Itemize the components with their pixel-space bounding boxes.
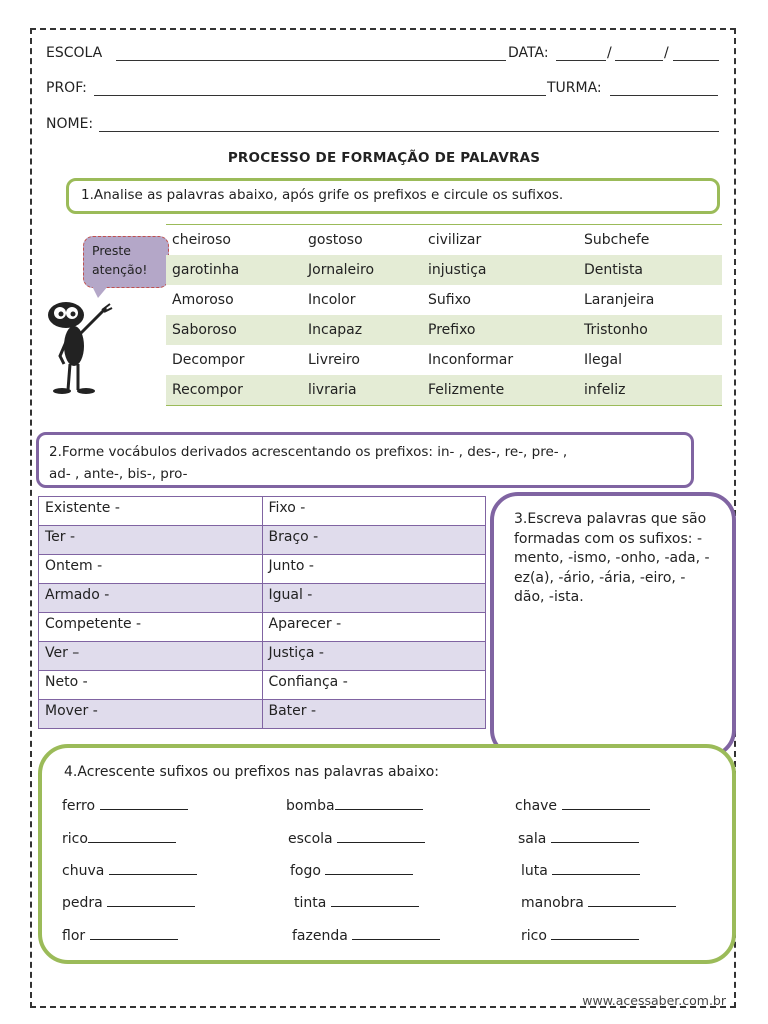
table-cell[interactable]: Incolor (308, 292, 356, 308)
class-label: TURMA: (547, 80, 602, 96)
table-row (39, 497, 486, 526)
table-row (39, 584, 486, 613)
table-cell[interactable]: Bater - (262, 700, 486, 729)
table-cell[interactable]: Laranjeira (584, 292, 655, 308)
answer-line[interactable] (552, 860, 640, 875)
fill-item[interactable] (290, 860, 413, 879)
date-month-line[interactable] (615, 60, 663, 61)
table-cell[interactable]: Felizmente (422, 375, 578, 406)
fill-word: bomba (286, 798, 335, 814)
table-cell[interactable]: Ontem - (39, 555, 263, 584)
exercise1-instruction: 1.Analise as palavras abaixo, após grife os prefixos e circule os sufixos. (81, 187, 564, 203)
exercise2-instruction-line: 2.Forme vocábulos derivados acrescentando os prefixos: in- , des-, re-, pre- , (49, 444, 568, 460)
table-row (39, 642, 486, 671)
table-cell[interactable]: Sufixo (428, 292, 471, 308)
date-day-line[interactable] (556, 60, 606, 61)
table-row (166, 255, 722, 285)
table-cell[interactable]: infeliz (578, 375, 722, 406)
fill-word: manobra (521, 895, 584, 911)
answer-line[interactable] (337, 828, 425, 843)
table-cell[interactable]: Livreiro (308, 352, 360, 368)
mascot-icon (40, 298, 120, 398)
date-year-line[interactable] (673, 60, 719, 61)
fill-item[interactable] (292, 925, 440, 944)
table-cell[interactable]: injustiça (422, 255, 578, 285)
table-cell[interactable]: Incapaz (302, 315, 422, 345)
fill-item[interactable] (521, 925, 639, 944)
exercise3-box[interactable] (490, 492, 736, 758)
table-cell[interactable]: Inconformar (428, 352, 514, 368)
school-label: ESCOLA (46, 45, 103, 61)
date-label: DATA: (508, 45, 549, 61)
exercise1-word-table (166, 224, 722, 406)
table-cell[interactable]: livraria (302, 375, 422, 406)
fill-item[interactable] (521, 892, 676, 911)
fill-word: escola (288, 831, 333, 847)
bubble-line: atenção! (92, 261, 148, 277)
table-cell[interactable]: Ilegal (584, 352, 622, 368)
table-cell[interactable]: Igual - (262, 584, 486, 613)
exercise2-prefix-table (38, 496, 486, 729)
school-line[interactable] (116, 60, 506, 61)
fill-item[interactable] (294, 892, 419, 911)
table-cell[interactable]: Braço - (262, 526, 486, 555)
fill-item[interactable] (515, 795, 650, 814)
page-title: PROCESSO DE FORMAÇÃO DE PALAVRAS (227, 150, 541, 166)
table-cell[interactable]: Confiança - (262, 671, 486, 700)
class-line[interactable] (610, 95, 718, 96)
table-row (166, 225, 722, 256)
answer-line[interactable] (588, 892, 676, 907)
answer-line[interactable] (551, 925, 639, 940)
table-cell[interactable]: cheiroso (166, 225, 302, 256)
bubble-line: Preste (92, 243, 131, 258)
table-cell[interactable]: gostoso (302, 225, 422, 256)
table-cell[interactable]: Justiça - (262, 642, 486, 671)
date-slash: / (664, 45, 669, 61)
fill-item[interactable] (62, 860, 197, 879)
fill-word: ferro (62, 798, 96, 814)
exercise2-instruction-box (36, 432, 694, 488)
fill-word: rico (62, 831, 88, 847)
answer-line[interactable] (90, 925, 178, 940)
fill-item[interactable] (62, 925, 178, 944)
fill-item[interactable] (518, 828, 639, 847)
answer-line[interactable] (331, 892, 419, 907)
answer-line[interactable] (100, 795, 188, 810)
fill-word: fogo (290, 863, 321, 879)
table-cell[interactable]: Junto - (262, 555, 486, 584)
table-cell[interactable]: Subchefe (578, 225, 722, 256)
name-label: NOME: (46, 116, 94, 132)
fill-word: chuva (62, 863, 105, 879)
footer-url[interactable]: www.acessaber.com.br (582, 993, 726, 1008)
answer-line[interactable] (335, 795, 423, 810)
table-cell[interactable]: Prefixo (422, 315, 578, 345)
table-row (166, 345, 722, 375)
fill-word: chave (515, 798, 558, 814)
exercise1-instruction-box (66, 178, 720, 214)
table-row (39, 555, 486, 584)
teacher-label: PROF: (46, 80, 87, 96)
answer-line[interactable] (551, 828, 639, 843)
table-cell[interactable]: Neto - (39, 671, 263, 700)
table-cell[interactable]: Tristonho (578, 315, 722, 345)
fill-word: luta (521, 863, 548, 879)
fill-item[interactable] (62, 795, 188, 814)
fill-item[interactable] (62, 892, 195, 911)
table-cell[interactable]: Saboroso (166, 315, 302, 345)
fill-item[interactable] (521, 860, 640, 879)
table-cell[interactable]: Mover - (39, 700, 263, 729)
speech-bubble-tail (92, 286, 108, 298)
fill-word: pedra (62, 895, 103, 911)
answer-line[interactable] (562, 795, 650, 810)
fill-item[interactable] (288, 828, 425, 847)
table-cell[interactable]: Jornaleiro (302, 255, 422, 285)
exercise4-instruction: 4.Acrescente sufixos ou prefixos nas palavras abaixo: (64, 764, 440, 780)
exercise2-instruction-line: ad- , ante-, bis-, pro- (49, 465, 188, 482)
teacher-line[interactable] (94, 95, 546, 96)
table-cell[interactable]: Competente - (39, 613, 263, 642)
fill-word: sala (518, 831, 547, 847)
answer-line[interactable] (107, 892, 195, 907)
fill-item[interactable] (286, 795, 423, 814)
fill-word: tinta (294, 895, 327, 911)
table-row (39, 613, 486, 642)
table-cell[interactable]: Aparecer - (262, 613, 486, 642)
table-cell[interactable]: Ver – (39, 642, 263, 671)
fill-word: fazenda (292, 928, 348, 944)
table-row (39, 700, 486, 729)
exercise2-instruction (49, 442, 683, 485)
answer-line[interactable] (109, 860, 197, 875)
fill-word: rico (521, 928, 547, 944)
table-row (166, 375, 722, 406)
table-row (166, 285, 722, 315)
table-cell[interactable]: Decompor (172, 352, 245, 368)
table-cell[interactable]: Existente - (39, 497, 263, 526)
name-line[interactable] (99, 131, 719, 132)
table-cell[interactable]: Ter - (39, 526, 263, 555)
exercise3-instruction: 3.Escreva palavras que são formadas com os sufixos: -mento, -ismo, -onho, -ada, -ez(a), -ário, -ária, -eiro, -dão, -ista. (514, 511, 710, 606)
table-row (39, 671, 486, 700)
table-cell[interactable]: Armado - (39, 584, 263, 613)
answer-line[interactable] (88, 828, 176, 843)
speech-bubble (83, 236, 169, 288)
table-row (166, 315, 722, 345)
table-cell[interactable]: garotinha (166, 255, 302, 285)
date-slash: / (607, 45, 612, 61)
answer-line[interactable] (325, 860, 413, 875)
fill-word: flor (62, 928, 86, 944)
table-cell[interactable]: Amoroso (172, 292, 234, 308)
answer-line[interactable] (352, 925, 440, 940)
table-cell[interactable]: Fixo - (262, 497, 486, 526)
table-cell[interactable]: Dentista (578, 255, 722, 285)
fill-item[interactable] (62, 828, 176, 847)
table-cell[interactable]: civilizar (422, 225, 578, 256)
table-row (39, 526, 486, 555)
table-cell[interactable]: Recompor (166, 375, 302, 406)
